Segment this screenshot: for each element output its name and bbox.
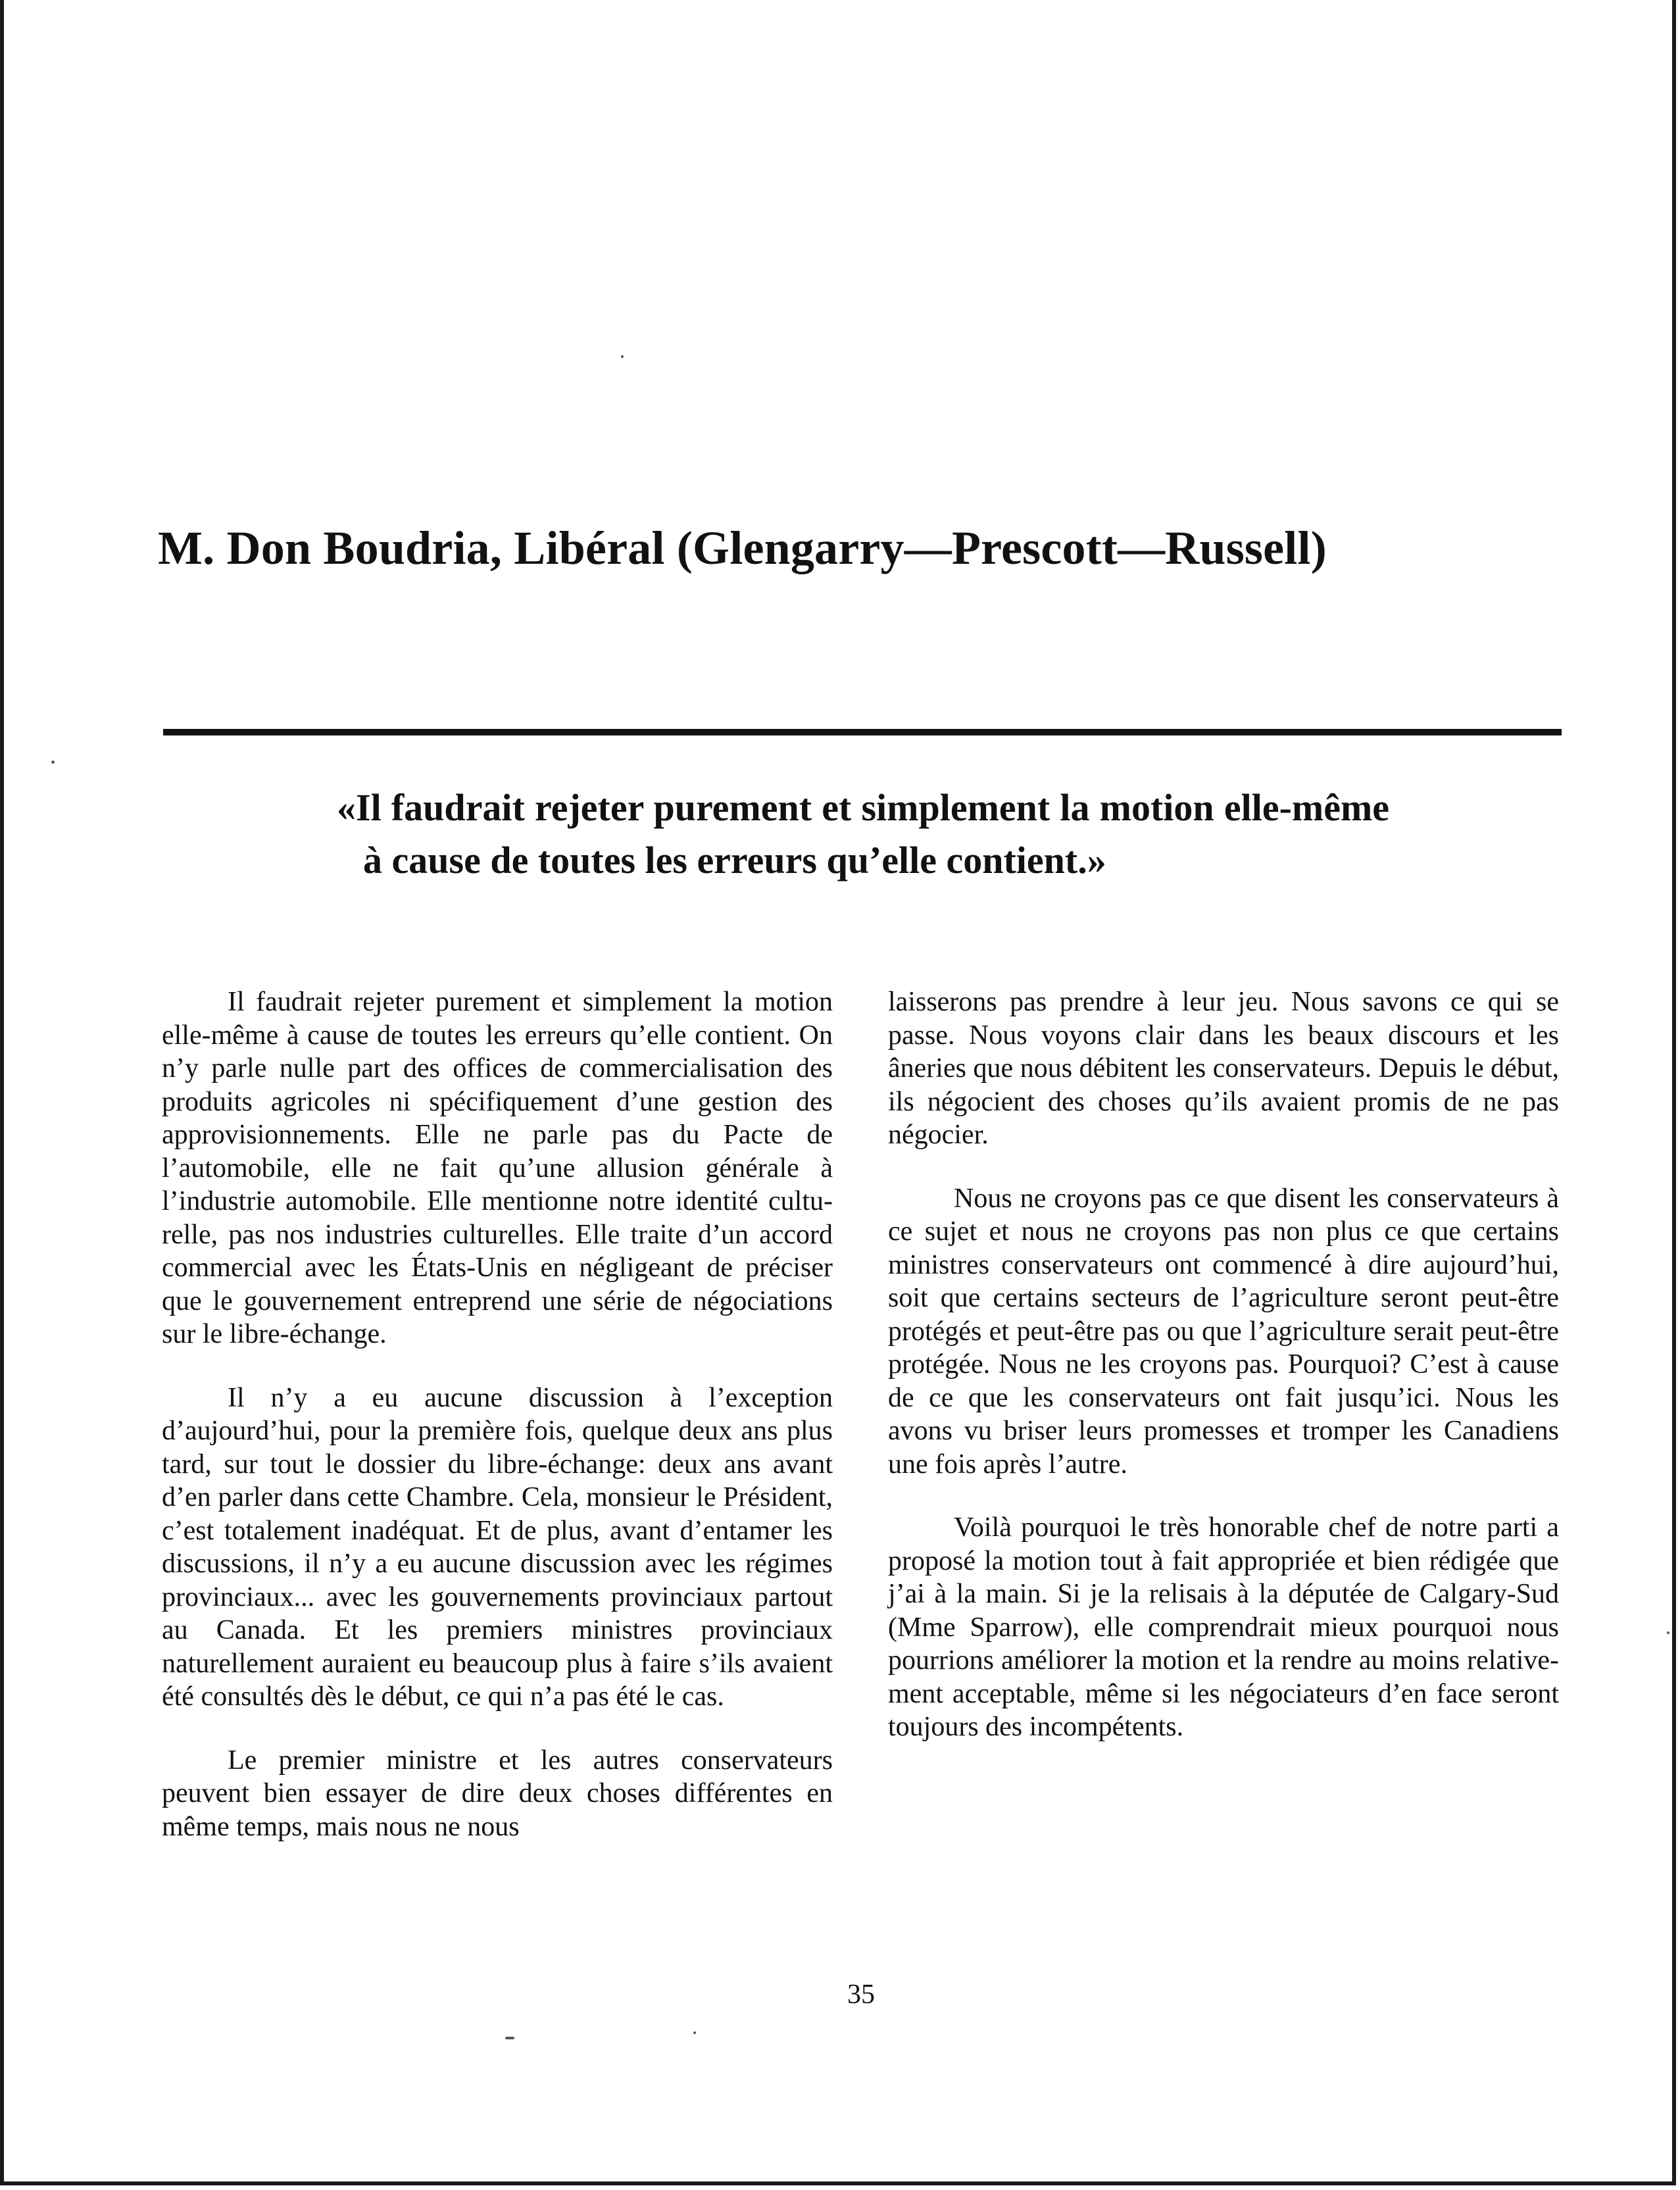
pull-quote: «Il faudrait rejeter purement et simplement la motion elle-même à cause de toutes les erreurs qu’elle contient.»: [337, 786, 1389, 882]
heading-rule: [163, 729, 1562, 735]
scan-speck: [621, 355, 624, 358]
right-column: [888, 985, 1559, 1774]
speaker-heading: M. Don Boudria, Libéral (Glengarry—Prescott—Russell): [158, 522, 1327, 574]
scan-speck: [1667, 1631, 1669, 1634]
paragraph: Voilà pourquoi le très honorable chef de notre parti a proposé la motion tout à fait appropriée et bien rédigée que j’ai à la main. Si je la relisais à la députée de Calgary-Sud (Mme Sparrow), elle comprendrait mieux pourquoi nous pourrions améliorer la motion et la rendre au moins relativement acceptable, même si les négociateurs d’en face seront toujours des incompétents.: [888, 1512, 1559, 1742]
scan-speck: [693, 2031, 696, 2034]
paragraph: Il faudrait rejeter purement et simplement la motion elle-même à cause de toutes les erreurs qu’elle contient. On n’y parle nulle part des offices de commercialisation des produits agricoles ni spécifiquement d’une gestion des approvisionnements. Elle ne parle pas du Pacte de l’automobile, elle ne fait qu’une allusion générale à l’industrie automobile. Elle mentionne notre identité culturelle, pas nos industries culturelles. Elle traite d’un accord commercial avec les États-Unis en négligeant de préciser que le gouvernement entreprend une série de négociations sur le libre-échange.: [162, 987, 833, 1349]
page-number: 35: [847, 1979, 875, 2010]
scan-speck: [51, 760, 55, 764]
paragraph: Nous ne croyons pas ce que disent les conservateurs à ce sujet et nous ne croyons pas non plus ce que certains ministres conservateurs ont commencé à dire aujourd’hui, soit que certains secteurs de l’agriculture seront peut-être protégés et peut-être pas ou que l’agriculture serait peut-être protégée. Nous ne les croyons pas. Pourquoi? C’est à cause de ce que les conservateurs ont fait jusqu’ici. Nous les avons vu briser leurs promesses et tromper les Canadiens une fois après l’autre.: [888, 1183, 1559, 1480]
scan-speck: [505, 2037, 514, 2039]
paragraph: Il n’y a eu aucune discussion à l’exception d’aujourd’hui, pour la première fois, quelque deux ans plus tard, sur tout le dossier du libre-échange: deux ans avant d’en parler dans cette Chambre. Cela, monsieur le Président, c’est totalement inadéquat. Et de plus, avant d’entamer les discussions, il n’y a eu aucune discussion avec les régimes provinciaux... avec les gouvernements provinciaux partout au Canada. Et les premiers ministres provinciaux naturellement auraient eu beaucoup plus à faire s’ils avaient été consultés dès le début, ce qui n’a pas été le cas.: [162, 1382, 833, 1712]
left-column: [162, 985, 833, 1874]
paragraph: Le premier ministre et les autres conservateurs peuvent bien essayer de dire deux choses différentes en même temps, mais nous ne nous: [162, 1745, 833, 1842]
paragraph: laisserons pas prendre à leur jeu. Nous savons ce qui se passe. Nous voyons clair dans les beaux discours et les âneries que nous débitent les conservateurs. Depuis le début, ils négocient des choses qu’ils avaient promis de ne pas négocier.: [888, 987, 1559, 1150]
